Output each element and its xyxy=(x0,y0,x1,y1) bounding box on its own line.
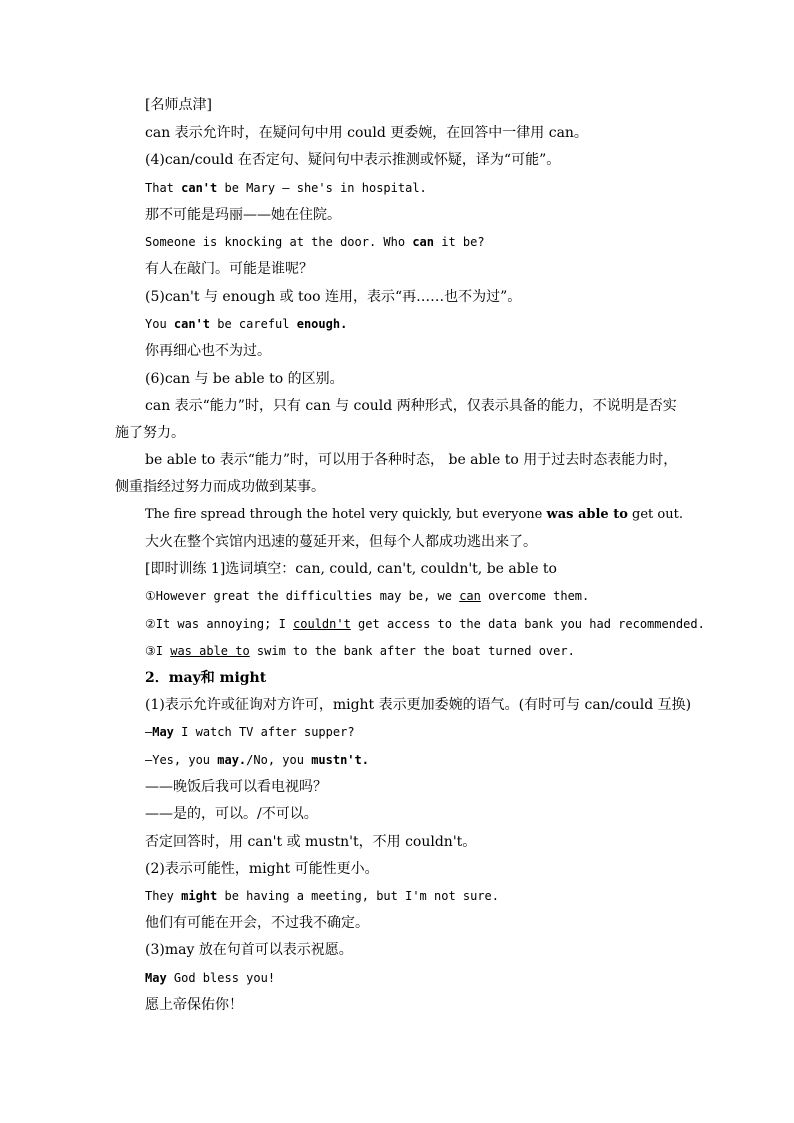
translation-line: 他们有可能在开会，不过我不确定。 xyxy=(145,915,369,931)
bold-run: May xyxy=(152,725,174,739)
bold-run: may. xyxy=(217,753,247,767)
example-sentence xyxy=(145,722,355,742)
text-run: get out. xyxy=(627,507,683,522)
exercise-heading: [即时训练 1]选词填空：can, could, can't, couldn't, be able to xyxy=(145,561,557,577)
example-sentence xyxy=(145,178,427,198)
bold-run: can xyxy=(412,235,434,249)
bold-run: can't xyxy=(181,181,218,195)
text-run: be careful xyxy=(210,317,297,331)
bold-run: mustn't. xyxy=(311,753,369,767)
text-run: — xyxy=(145,725,153,739)
text-line: 施了努力。 xyxy=(115,425,185,441)
translation-line: 你再细心也不为过。 xyxy=(145,343,271,359)
text-line: (6)can 与 be able to 的区别。 xyxy=(145,371,344,387)
text-run: I watch TV after supper? xyxy=(173,725,355,739)
example-sentence xyxy=(145,232,485,252)
text-line: (4)can/could 在否定句、疑问句中表示推测或怀疑，译为“可能”。 xyxy=(145,152,561,168)
text-run: They xyxy=(145,889,182,903)
translation-line: ——是的，可以。/不可以。 xyxy=(145,806,318,822)
text-run: overcome them. xyxy=(480,589,590,603)
text-run: /No, you xyxy=(246,753,312,767)
text-run: God bless you! xyxy=(166,971,276,985)
text-line: be able to 表示“能力”时，可以用于各种时态， be able to 用于过去时态表能力时， xyxy=(145,452,678,468)
text-run: ③I xyxy=(145,644,171,658)
text-run: be Mary — she's in hospital. xyxy=(217,181,427,195)
bold-run: May xyxy=(145,971,167,985)
text-line: (3)may 放在句首可以表示祝愿。 xyxy=(145,942,353,958)
text-line: (2)表示可能性，might 可能性更小。 xyxy=(145,861,379,877)
example-sentence xyxy=(145,750,369,770)
text-line: 否定回答时，用 can't 或 mustn't，不用 couldn't。 xyxy=(145,834,477,850)
section-heading: [名师点津] xyxy=(145,97,212,113)
answer-blank: was able to xyxy=(170,644,250,658)
exercise-item xyxy=(145,641,575,661)
text-run: You xyxy=(145,317,174,331)
text-line: can 表示允许时，在疑问句中用 could 更委婉，在回答中一律用 can。 xyxy=(145,125,588,141)
text-run: swim to the bank after the boat turned over. xyxy=(249,644,575,658)
example-sentence xyxy=(145,886,499,906)
answer-blank: can xyxy=(459,589,481,603)
text-run: Someone is knocking at the door. Who xyxy=(145,235,413,249)
example-sentence xyxy=(145,968,275,988)
text-run: be having a meeting, but I'm not sure. xyxy=(217,889,500,903)
text-run: —Yes, you xyxy=(145,753,218,767)
bold-run: enough. xyxy=(296,317,348,331)
text-line: can 表示“能力”时，只有 can 与 could 两种形式，仅表示具备的能力，不说明是否实 xyxy=(145,398,677,414)
example-sentence xyxy=(145,505,683,525)
text-line: (5)can't 与 enough 或 too 连用，表示“再……也不为过”。 xyxy=(145,289,522,305)
exercise-item xyxy=(145,614,705,634)
translation-line: 有人在敲门。可能是谁呢？ xyxy=(145,261,313,277)
text-run: it be? xyxy=(434,235,485,249)
text-run: That xyxy=(145,181,182,195)
translation-line: 愿上帝保佑你！ xyxy=(145,997,243,1013)
translation-line: 大火在整个宾馆内迅速的蔓延开来，但每个人都成功逃出来了。 xyxy=(145,534,537,550)
text-run: ②It was annoying; I xyxy=(145,617,294,631)
bold-run: can't xyxy=(173,317,211,331)
text-run: ①However great the difficulties may be, we xyxy=(145,589,460,603)
translation-line: 那不可能是玛丽——她在住院。 xyxy=(145,207,341,223)
text-run: The fire spread through the hotel very quickly, but everyone xyxy=(145,507,547,522)
section-heading: 2．may和 might xyxy=(145,670,267,686)
text-line: (1)表示允许或征询对方许可，might 表示更加委婉的语气。(有时可与 can/could 互换) xyxy=(145,697,692,713)
exercise-item xyxy=(145,586,589,606)
text-line: 侧重指经过努力而成功做到某事。 xyxy=(115,479,325,495)
bold-run: might xyxy=(181,889,218,903)
answer-blank: couldn't xyxy=(293,617,351,631)
translation-line: ——晚饭后我可以看电视吗？ xyxy=(145,779,327,795)
example-sentence xyxy=(145,314,347,334)
text-run: get access to the data bank you had recommended. xyxy=(350,617,705,631)
bold-run: was able to xyxy=(546,507,628,522)
